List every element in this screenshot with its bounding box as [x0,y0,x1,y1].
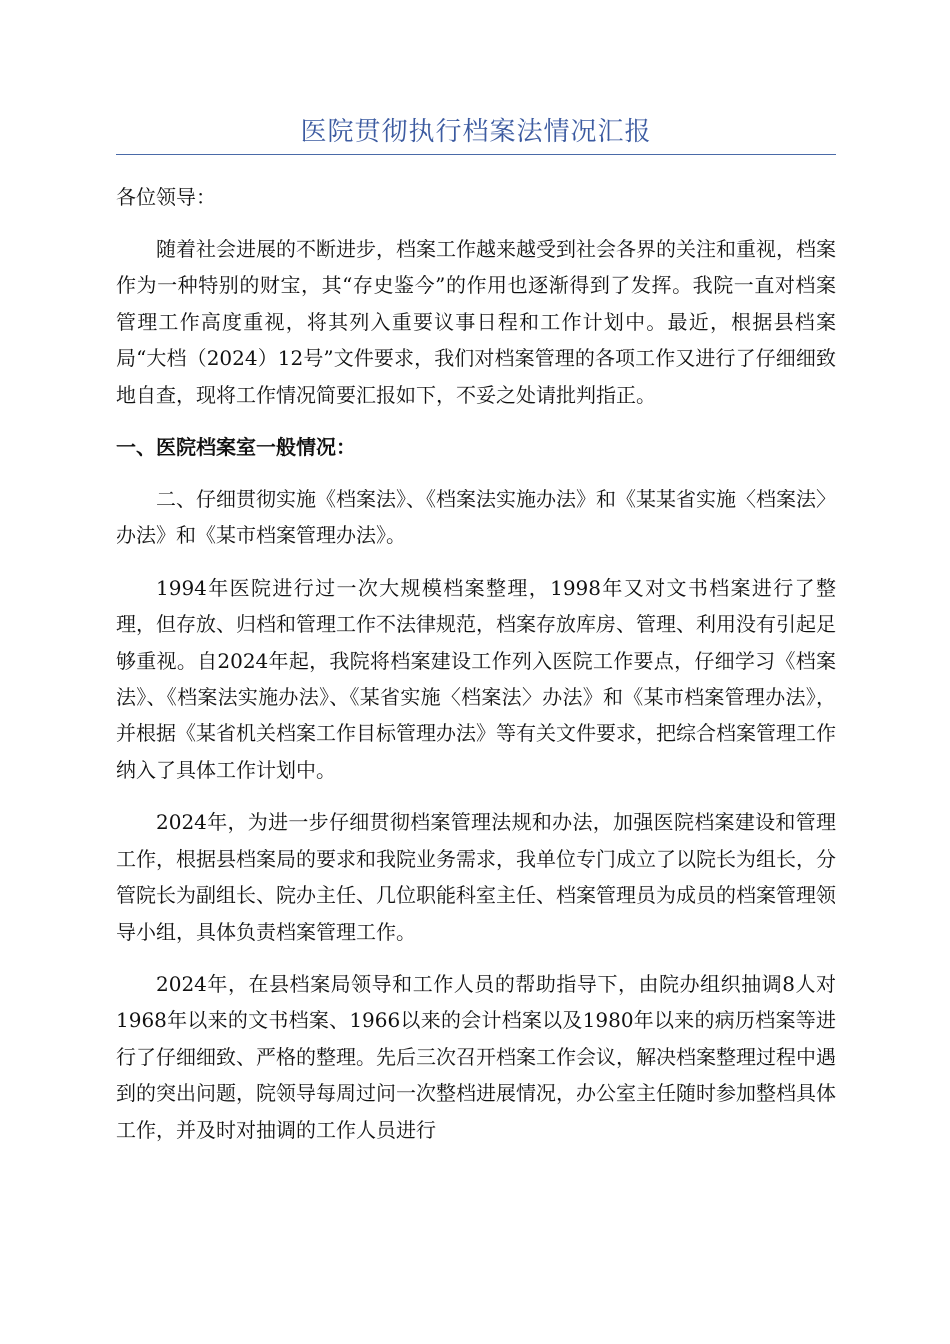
salutation: 各位领导： [116,185,216,209]
document-page [116,112,836,1148]
paragraph-leadership-group: 2024年，为进一步仔细贯彻档案管理法规和办法，加强医院档案建设和管理工作，根据县档案局的要求和我院业务需求，我单位专门成立了以院长为组长，分管院长为副组长、院办主任、几位职能科室主任、档案管理员为成员的档案管理领导小组，具体负责档案管理工作。 [116,810,836,944]
section-heading-1: 一、医院档案室一般情况： [116,435,356,460]
title-underline [116,154,836,155]
paragraph-intro: 随着社会进展的不断进步，档案工作越来越受到社会各界的关注和重视，档案作为一种特别的财宝，其“存史鉴今”的作用也逐渐得到了发挥。我院一直对档案管理工作高度重视，将其列入重要议事日程和工作计划中。最近，根据县档案局“大档（2024）12号”文件要求，我们对档案管理的各项工作又进行了仔细细致地自查，现将工作情况简要汇报如下，不妥之处请批判指正。 [116,237,836,407]
paragraph-archive-sorting: 2024年，在县档案局领导和工作人员的帮助指导下，由院办组织抽调8人对1968年以来的文书档案、1966以来的会计档案以及1980年以来的病历档案等进行了仔细细致、严格的整理。先后三次召开档案工作会议，解决档案整理过程中遇到的突出问题，院领导每周过问一次整档进展情况，办公室主任随时参加整档具体工作，并及时对抽调的工作人员进行 [116,971,836,1142]
document-title: 医院贯彻执行档案法情况汇报 [300,117,652,147]
paragraph-implementation: 二、仔细贯彻实施《档案法》、《档案法实施办法》和《某某省实施〈档案法〉办法》和《某市档案管理办法》。 [116,487,836,548]
paragraph-history: 1994年医院进行过一次大规模档案整理，1998年又对文书档案进行了整理，但存放、归档和管理工作不法律规范，档案存放库房、管理、利用没有引起足够重视。自2024年起，我院将档案建设工作列入医院工作要点，仔细学习《档案法》、《档案法实施办法》、《某省实施〈档案法〉办法》和《某市档案管理办法》，并根据《某省机关档案工作目标管理办法》等有关文件要求，把综合档案管理工作纳入了具体工作计划中。 [116,575,836,782]
